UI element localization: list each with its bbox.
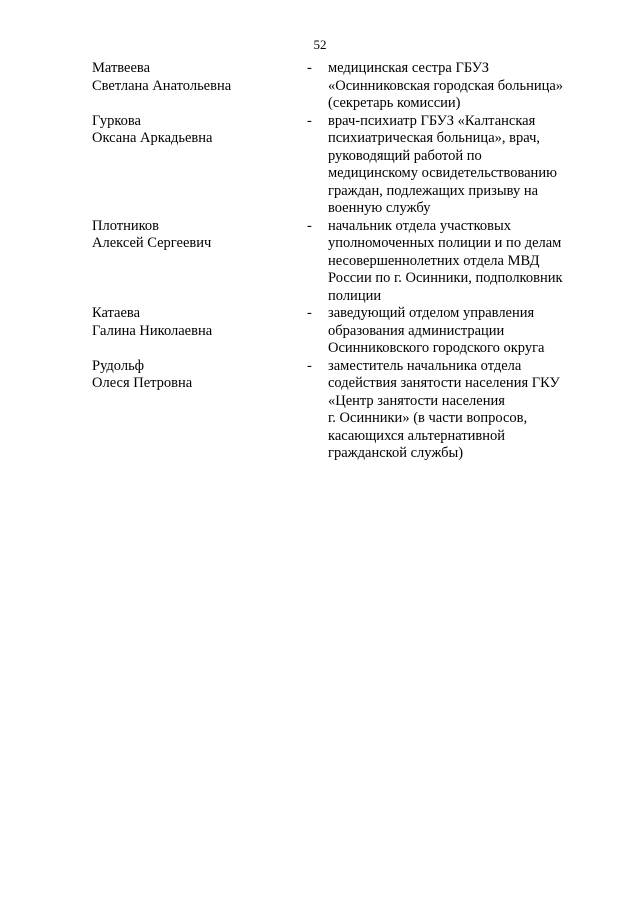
member-name <box>92 60 292 95</box>
member-role-line: медицинскому освидетельствованию <box>328 165 557 181</box>
member-role-line: (секретарь комиссии) <box>328 95 461 111</box>
member-dash: - <box>307 60 312 76</box>
member-role-line: образования администрации <box>328 322 505 339</box>
member-role-line: начальник отдела участковых <box>328 217 511 234</box>
member-role-line: военную службу <box>328 200 431 216</box>
member-role-line: касающихся альтернативной <box>328 427 506 444</box>
member-name <box>92 305 292 340</box>
member-role-line: несовершеннолетних отдела МВД <box>328 252 540 269</box>
member-name <box>92 218 292 253</box>
member-role <box>328 358 588 463</box>
member-name <box>92 358 292 393</box>
member-role-line: «Осинниковская городская больница» <box>328 77 564 94</box>
member-dash: - <box>307 112 312 129</box>
member-role-line: России по г. Осинники, подполковник <box>328 270 563 286</box>
member-entry <box>92 113 592 218</box>
member-role <box>328 113 588 218</box>
member-surname: Плотников <box>92 217 160 234</box>
member-dash: - <box>307 357 312 374</box>
member-role-line: медицинская сестра ГБУЗ <box>328 60 490 76</box>
member-role-line: гражданской службы) <box>328 445 464 461</box>
member-role-line: заведующий отделом управления <box>328 305 535 321</box>
member-given-names: Олеся Петровна <box>92 375 193 391</box>
member-role <box>328 305 588 358</box>
member-role-line: заместитель начальника отдела <box>328 357 522 374</box>
member-role-line: содействия занятости населения ГКУ <box>328 375 560 391</box>
member-role-line: «Центр занятости населения <box>328 392 505 409</box>
member-dash: - <box>307 305 312 321</box>
member-role-line: Осинниковского городского округа <box>328 340 545 356</box>
member-role <box>328 60 588 113</box>
member-entry <box>92 358 592 463</box>
member-role-line: врач-психиатр ГБУЗ «Калтанская <box>328 112 536 129</box>
commission-members-list <box>92 60 592 463</box>
member-role-line: руководящий работой по <box>328 147 482 164</box>
member-entry <box>92 60 592 113</box>
member-given-names: Светлана Анатольевна <box>92 77 232 94</box>
member-role-line: психиатрическая больница», врач, <box>328 130 540 146</box>
member-surname: Гуркова <box>92 112 141 129</box>
member-given-names: Галина Николаевна <box>92 322 213 339</box>
member-surname: Матвеева <box>92 60 151 76</box>
member-entry <box>92 218 592 306</box>
member-dash: - <box>307 217 312 234</box>
page-number: 52 <box>313 37 327 52</box>
member-role <box>328 218 588 306</box>
member-role-line: граждан, подлежащих призыву на <box>328 182 539 199</box>
member-role-line: уполномоченных полиции и по делам <box>328 235 562 251</box>
member-role-line: полиции <box>328 287 382 304</box>
member-entry <box>92 305 592 358</box>
member-name <box>92 113 292 148</box>
member-surname: Рудольф <box>92 357 145 374</box>
member-given-names: Оксана Аркадьевна <box>92 130 213 146</box>
member-given-names: Алексей Сергеевич <box>92 235 212 251</box>
member-surname: Катаева <box>92 305 141 321</box>
member-role-line: г. Осинники» (в части вопросов, <box>328 410 528 426</box>
